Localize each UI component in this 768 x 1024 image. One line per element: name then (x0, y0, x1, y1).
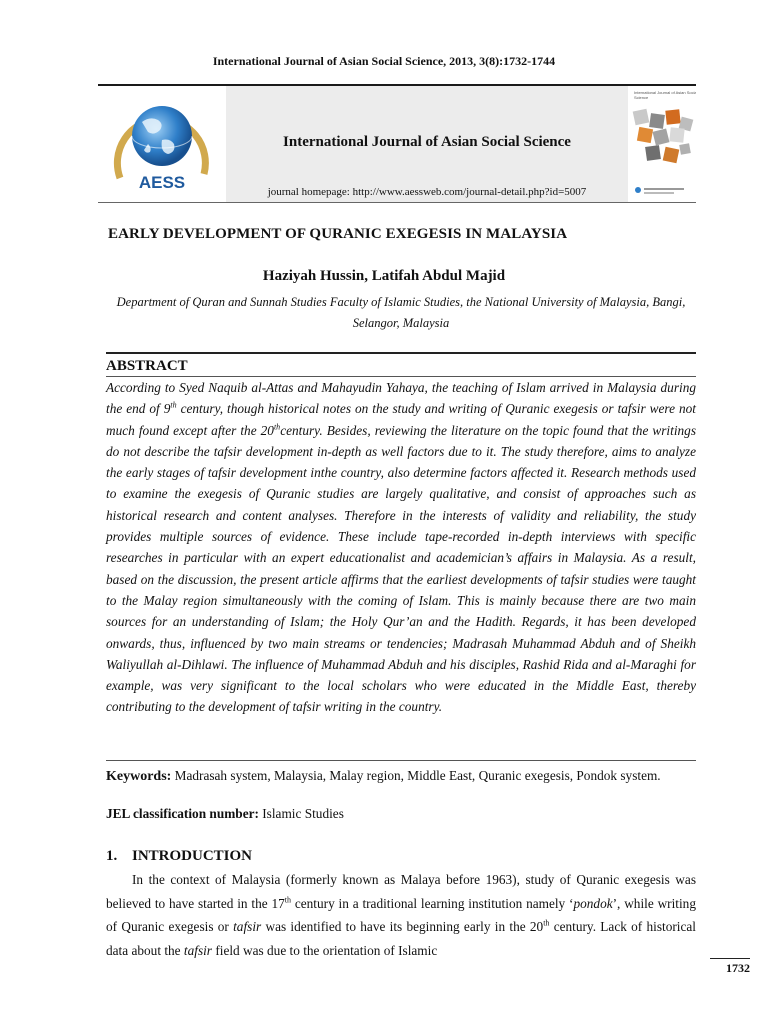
svg-text:International Journal of Asian: International Journal of Asian Social (634, 90, 696, 95)
introduction-text: In the context of Malaysia (formerly known as Malaya before 1963), study of Quranic exegesis was believed to have started in the 17th century in a traditional learning institution namely ‘pondok’, while writing of Quranic exegesis or tafsir was identified to have its beginning early in the 20th century. Lack of historical data about the tafsir field was due to the orientation of Islamic (106, 872, 696, 958)
jel-label: JEL classification number: (106, 806, 259, 821)
homepage-link[interactable]: http://www.aessweb.com/journal-detail.php?id=5007 (352, 186, 587, 198)
aess-logo (98, 86, 226, 202)
article-authors: Haziyah Hussin, Latifah Abdul Majid (262, 268, 506, 284)
keywords-text: Madrasah system, Malaysia, Malay region, Middle East, Quranic exegesis, Pondok system. (171, 768, 661, 783)
keywords (106, 765, 696, 787)
homepage-label: journal homepage: (267, 186, 350, 198)
section-number: 1. (106, 848, 118, 864)
abstract-heading: ABSTRACT (106, 358, 188, 374)
running-head: International Journal of Asian Social Science, 2013, 3(8):1732-1744 (212, 54, 556, 68)
puzzle-cover-icon (628, 86, 696, 202)
abstract-top-rule (106, 352, 696, 354)
logo-text: AESS (138, 173, 186, 192)
abstract-text: According to Syed Naquib al-Attas and Mahayudin Yahaya, the teaching of Islam arrived in Malaysia during the end of 9th century, though historical notes on the study and writing of Quranic exegesis or tafsir were not much found except after the 20thcentury. Besides, reviewing the literature on the topic found that the writings do not describe the tafsir development in-depth as well factors due to it. The study therefore, aims to analyze the early stages of tafsir development inthe country, also determine factors affected it. Research methods used to examine the exegesis of Quranic studies are largely qualitative, and consist of approaches such as historical research and content analyses. Therefore in the interests of validity and reliability, the study provides multiple sources of evidence. These include tape-recorded in-depth interviews with specific researches in particular with an expert educationalist and academician’s affairs in Malaysia. As a result, based on the discussion, the present article affirms that the earliest developments of tafsir studies were taught to the Malay region simultaneously with the coming of Islam. This is mainly because there are two main sources for an understanding of Islam; the Holy Qur’an and the Hadith. Regards, it has been developed onwards, thus, influenced by two main streams or tendencies; Madrasah Muhammad Abduh and of Sheikh Waliyullah al-Dihlawi. The influence of Muhammad Abduh and his disciples, Rashid Rida and al-Maraghi for example, was very significant to the local scholars who were educated in the Middle East, thereby contributing to the development of tafsir writing in the country. (106, 380, 696, 715)
jel-text: Islamic Studies (258, 806, 344, 821)
author-affiliation: Department of Quran and Sunnah Studies Faculty of Islamic Studies, the National University of Malaysia, Bangi, Selangor, Malaysia (116, 295, 686, 330)
jel-classification (106, 806, 344, 822)
page-number: 1732 (710, 958, 750, 976)
article-title: EARLY DEVELOPMENT OF QURANIC EXEGESIS IN MALAYSIA (108, 226, 568, 242)
abstract-bottom-rule (106, 760, 696, 761)
journal-homepage (226, 186, 628, 198)
journal-banner (226, 86, 628, 202)
journal-cover-thumbnail (628, 86, 696, 202)
section-title: INTRODUCTION (132, 848, 253, 864)
svg-text:Science: Science (634, 95, 649, 100)
section-heading-introduction (106, 848, 252, 865)
journal-title: International Journal of Asian Social Science (283, 134, 571, 150)
keywords-label: Keywords: (106, 769, 172, 784)
journal-header (98, 84, 696, 203)
globe-icon (98, 86, 226, 202)
